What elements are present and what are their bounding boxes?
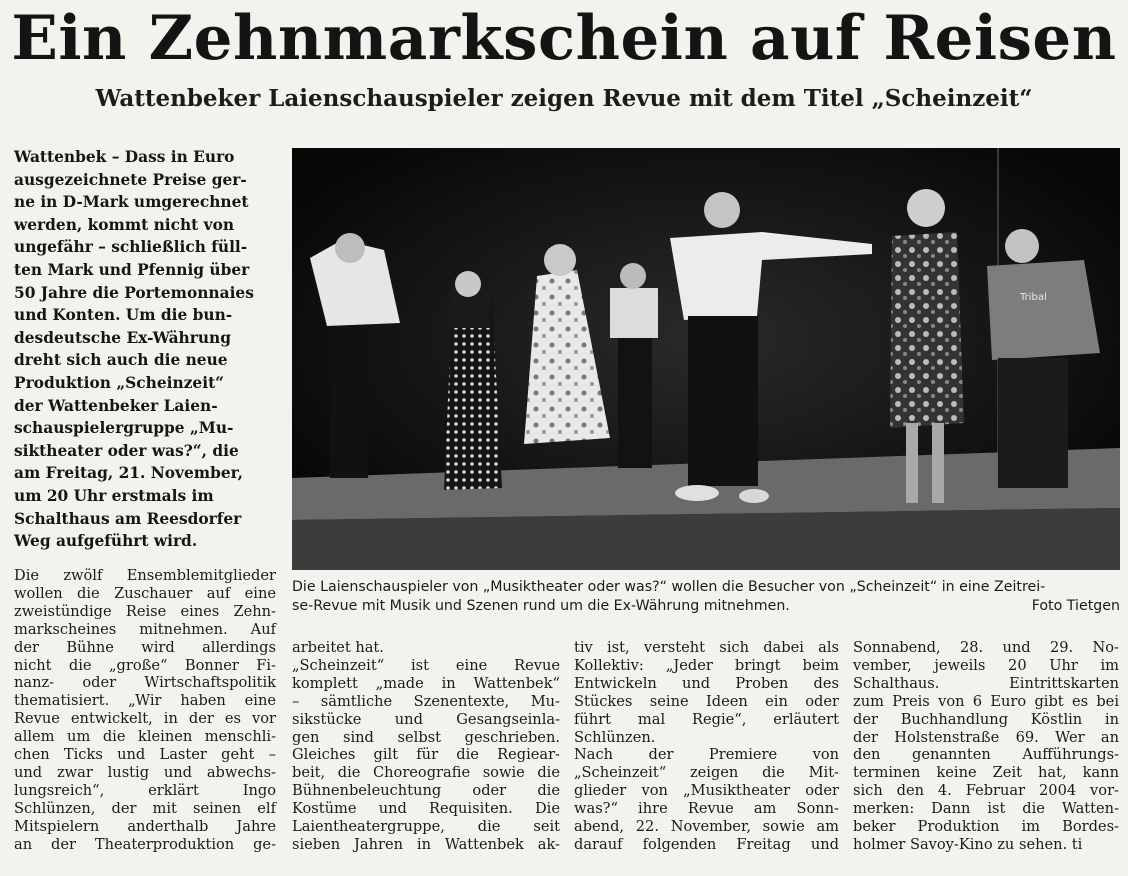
text-line: an der Theaterproduktion ge-: [14, 835, 276, 853]
lead-line: ne in D-Mark umgerechnet: [14, 193, 249, 212]
text-line: merken: Dann ist die Watten-: [853, 800, 1119, 818]
text-line: Bühnenbeleuchtung oder die: [292, 782, 560, 800]
text-line: allem um die kleinen menschli-: [14, 728, 276, 746]
text-line: Stückes seine Ideen ein oder: [574, 692, 839, 710]
lead-line: Schalthaus am Reesdorfer: [14, 509, 242, 528]
text-line: was?“ ihre Revue am Sonn-: [574, 800, 839, 818]
lead-line: ten Mark und Pfennig über: [14, 260, 250, 279]
text-line: markscheines mitnehmen. Auf: [14, 620, 276, 638]
text-line: Laientheatergruppe, die seit: [292, 818, 560, 836]
text-line: Kollektiv: „Jeder bringt beim: [574, 656, 839, 674]
lead-line: und Konten. Um die bun-: [14, 306, 233, 325]
text-line: Schlünzen.: [574, 728, 656, 746]
text-line: thematisiert. „Wir haben eine: [14, 692, 276, 710]
text-line: beker Produktion im Bordes-: [853, 818, 1119, 836]
lead-paragraph: [14, 146, 276, 553]
shirt-print: Tribal: [1020, 292, 1047, 303]
lead-line: desdeutsche Ex-Währung: [14, 328, 231, 347]
lead-line: am Freitag, 21. November,: [14, 464, 243, 483]
text-line: chen Ticks und Laster geht –: [14, 746, 276, 764]
lead-line: dreht sich auch die neue: [14, 351, 228, 370]
text-line: darauf folgenden Freitag und: [574, 835, 839, 853]
text-line: sieben Jahren in Wattenbek ak-: [292, 835, 560, 853]
text-line: Schalthaus. Eintrittskarten: [853, 674, 1119, 692]
text-line: nicht die „große“ Bonner Fi-: [14, 656, 276, 674]
caption-row: [292, 597, 1120, 616]
lead-line: um 20 Uhr erstmals im: [14, 486, 214, 505]
text-line: sich den 4. Februar 2004 vor-: [853, 782, 1119, 800]
text-line: wollen die Zuschauer auf eine: [14, 584, 276, 602]
text-line: der Buchhandlung Köstlin in: [853, 710, 1119, 728]
text-line: Nach der Premiere von: [574, 746, 839, 764]
text-line: Die zwölf Ensemblemitglieder: [14, 567, 276, 584]
photo-caption: [292, 578, 1120, 616]
text-line: beit, die Choreografie sowie die: [292, 764, 560, 782]
text-line: sikstücke und Gesangseinla-: [292, 710, 560, 728]
text-line: Sonnabend, 28. und 29. No-: [853, 639, 1119, 656]
text-line: den genannten Aufführungs-: [853, 746, 1119, 764]
lead-line: siktheater oder was?“, die: [14, 441, 239, 460]
lead-line: ausgezeichnete Preise ger-: [14, 170, 247, 189]
headline: Ein Zehnmarkschein auf Reisen: [11, 3, 1117, 74]
photo-credit: Foto Tietgen: [1031, 598, 1120, 614]
text-line: abend, 22. November, sowie am: [574, 818, 839, 836]
text-line: lungsreich“, erklärt Ingo: [14, 781, 276, 799]
stage-photo-illustration: [292, 148, 1120, 570]
text-line: komplett „made in Wattenbek“: [292, 674, 560, 692]
text-line: – sämtliche Szenentexte, Mu-: [292, 692, 560, 710]
text-line: Schlünzen, der mit seinen elf: [14, 799, 276, 817]
text-line: zweistündige Reise eines Zehn-: [14, 602, 276, 620]
text-line: Mitspielern anderthalb Jahre: [14, 817, 276, 835]
lead-line: der Wattenbeker Laien-: [14, 396, 218, 415]
lead-line: schauspielergruppe „Mu-: [14, 419, 234, 438]
text-line: der Bühne wird allerdings: [14, 638, 276, 656]
stage-photo: [292, 148, 1120, 570]
text-line: glieder von „Musiktheater oder: [574, 782, 839, 800]
text-line: der Holstenstraße 69. Wer an: [853, 728, 1119, 746]
text-line: gen sind selbst geschrieben.: [292, 728, 560, 746]
lead-line: werden, kommt nicht von: [14, 215, 235, 234]
text-line: zum Preis von 6 Euro gibt es bei: [853, 692, 1119, 710]
text-line: führt mal Regie“, erläutert: [574, 710, 839, 728]
body-column-2: [292, 639, 560, 854]
lead-line: Wattenbek – Dass in Euro: [14, 148, 235, 166]
subheadline: Wattenbeker Laienschauspieler zeigen Revue mit dem Titel „Scheinzeit“: [95, 85, 1033, 112]
lead-line: ungefähr – schließlich füll-: [14, 238, 248, 257]
text-line: arbeitet hat.: [292, 639, 384, 656]
text-line: und zwar lustig und abwechs-: [14, 763, 276, 781]
text-line: terminen keine Zeit hat, kann: [853, 764, 1119, 782]
caption-line: Die Laienschauspieler von „Musiktheater oder was?“ wollen die Besucher von „Scheinzeit“ in eine Zeitrei-: [292, 579, 1046, 595]
text-line: tiv ist, versteht sich dabei als: [574, 639, 839, 656]
lead-line: Weg aufgeführt wird.: [14, 532, 198, 551]
text-line: Kostüme und Requisiten. Die: [292, 800, 560, 818]
text-line: Entwickeln und Proben des: [574, 674, 839, 692]
text-line: nanz- oder Wirtschaftspolitik: [14, 674, 276, 692]
body-column-1: [14, 567, 276, 854]
body-column-3: [574, 639, 839, 854]
text-line: „Scheinzeit“ ist eine Revue: [292, 656, 560, 674]
lead-line: Produktion „Scheinzeit“: [14, 373, 225, 392]
text-line: holmer Savoy-Kino zu sehen. ti: [853, 835, 1083, 853]
body-column-4: [853, 639, 1119, 854]
text-line: „Scheinzeit“ zeigen die Mit-: [574, 764, 839, 782]
text-line: Gleiches gilt für die Regiear-: [292, 746, 560, 764]
text-line: Revue entwickelt, in der es vor: [14, 710, 276, 728]
lead-line: 50 Jahre die Portemonnaies: [14, 283, 254, 302]
text-line: vember, jeweils 20 Uhr im: [853, 656, 1119, 674]
caption-line: se-Revue mit Musik und Szenen rund um die Ex-Währung mitnehmen.: [292, 598, 790, 614]
